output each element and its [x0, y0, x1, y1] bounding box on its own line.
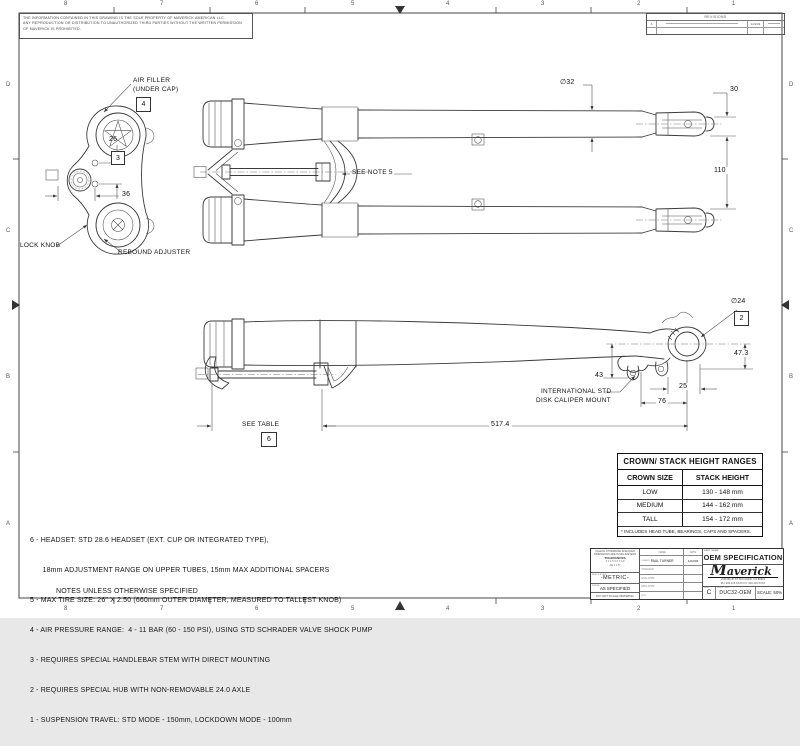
- note-line: 2 - REQUIRES SPECIAL HUB WITH NON-REMOVABLE 24.0 AXLE: [30, 687, 251, 694]
- drawing-number: DUC32-OEM: [719, 589, 752, 596]
- no-scale-cell: DO NOT SCALE DRAWING: [591, 592, 639, 599]
- metric-cell: MATERIAL -METRIC-: [591, 572, 639, 583]
- zone-number: 2: [637, 1, 641, 7]
- table-row: LOW 130 - 148 mm: [618, 486, 762, 500]
- zone-number: 7: [160, 1, 164, 7]
- zone-letter: B: [6, 374, 11, 380]
- title-company-block: [703, 549, 783, 599]
- note-line: 5 - MAX TIRE SIZE: 26" X 2.50 (660mm OUTER DIAMETER, MEASURED TO TALLEST KNOB): [30, 597, 342, 604]
- drawn-by-cell: DRAWN PAUL TURNER: [640, 556, 684, 565]
- note-line: 3 - REQUIRES SPECIAL HANDLEBAR STEM WITH DIRECT MOUNTING: [30, 657, 271, 664]
- dim-47-label: 47.3: [734, 350, 749, 357]
- zone-number: 4: [446, 1, 450, 7]
- disclaimer-line: ANY REPRODUCTION OR DISTRIBUTION TO UNAUTHORIZED THIRD PARTIES WITHOUT THE WRITTEN PERMISSION: [23, 21, 242, 26]
- note-line: 1 - SUSPENSION TRAVEL: STD MODE - 150mm, LOCKDOWN MODE - 100mm: [30, 717, 292, 724]
- zone-number: 4: [446, 606, 450, 612]
- zone-number: 8: [64, 606, 68, 612]
- drawn-date: 1/22/03: [687, 558, 699, 563]
- revision-rev: A: [647, 21, 657, 27]
- disclaimer-line: THE INFORMATION CONTAINED IN THIS DRAWING IS THE SOLE PROPERTY OF MAVERICK AMERICAN LLC.: [23, 15, 226, 20]
- maverick-logo: Maverick: [708, 565, 777, 578]
- company-phone: PH: 303.415.XXXX FX: 303.415.XXXX: [720, 581, 766, 585]
- zone-letter: C: [6, 228, 11, 234]
- crown-table-footnote: * INCLUDES HEAD TUBE, BEARINGS, CAPS AND SPACERS.: [621, 528, 752, 534]
- drawn-name: PAUL TURNER: [650, 558, 674, 563]
- zone-number: 8: [64, 1, 68, 7]
- caliper-mount-label2: DISK CALIPER MOUNT: [536, 397, 611, 404]
- zone-number: 1: [732, 1, 736, 7]
- signature-block: NAME DATE DRAWN PAUL TURNER 1/22/03 CHECKED ENG APPR. MFG APPR. Q.A.: [640, 549, 703, 599]
- note-line: 18mm ADJUSTMENT RANGE ON UPPER TUBES, 15mm MAX ADDITIONAL SPACERS: [30, 567, 330, 574]
- dim-26-label: 26: [109, 136, 118, 143]
- notes-list: [30, 516, 373, 746]
- table-row: TALL 154 - 172 mm: [618, 513, 762, 527]
- note-line: 4 - AIR PRESSURE RANGE: 4 - 11 BAR (60 - 150 PSI), USING STD SCHRADER VALVE SHOCK PUMP: [30, 627, 373, 634]
- zone-number: 2: [637, 606, 641, 612]
- see-note-5-label: SEE NOTE 5: [352, 169, 393, 176]
- note-flag-6: 6: [261, 432, 277, 447]
- crown-table-title: CROWN/ STACK HEIGHT RANGES: [618, 454, 762, 470]
- note-flag-3: 3: [111, 151, 125, 165]
- zone-number: 5: [351, 606, 355, 612]
- size-cell: SIZE C: [703, 587, 716, 600]
- air-filler-label2: (UNDER CAP): [133, 86, 179, 93]
- tolerance-block: UNLESS OTHERWISE SPECIFIED DIMENSIONS ARE IN MILLIMETERS TOLERANCES X ± 1.5 X.X ± 1.0 AN ± 1.5° MATERIAL -METRIC- FINISH AS SPECIFIED DO NOT SCALE DRAWING: [591, 549, 640, 599]
- zone-letter: C: [789, 228, 794, 234]
- dim-517-label: 517.4: [491, 421, 510, 428]
- drawing-number-row: [703, 587, 783, 600]
- dia-24-label: ∅24: [731, 298, 746, 305]
- title-block: [590, 548, 784, 600]
- zone-number: 1: [732, 606, 736, 612]
- disclaimer-line: OF MAVERICK IS PROHIBITED.: [23, 26, 82, 31]
- company-address: 2345 BLUF ST, BOULDER, CO 80301: [720, 578, 766, 582]
- air-filler-label: AIR FILLER: [133, 77, 171, 84]
- revision-date: 1/22/03: [748, 21, 764, 27]
- finish-cell: FINISH AS SPECIFIED: [591, 583, 639, 592]
- zone-letter: A: [6, 521, 11, 527]
- dim-76-label: 76: [658, 398, 667, 405]
- table-row: MEDIUM 144 - 162 mm: [618, 500, 762, 514]
- revision-title: REVISIONS: [647, 14, 784, 21]
- caliper-mount-label1: INTERNATIONAL STD: [541, 388, 612, 395]
- dim-36-label: 36: [122, 191, 131, 198]
- zone-letter: A: [789, 521, 794, 527]
- notes-footer: NOTES UNLESS OTHERWISE SPECIFIED: [56, 588, 198, 595]
- zone-letter: D: [6, 82, 11, 88]
- crown-stack-table: [617, 453, 763, 537]
- see-table-label: SEE TABLE: [242, 421, 280, 428]
- dim-110-label: 110: [714, 167, 726, 174]
- dimensions-mm-text: DIMENSIONS ARE IN MILLIMETERS: [593, 553, 637, 557]
- tolerances-label: TOLERANCES: [604, 556, 626, 561]
- zone-letter: D: [789, 82, 794, 88]
- note-flag-4: 4: [136, 97, 151, 112]
- note-line: 6 - HEADSET: STD 28.6 HEADSET (EXT. CUP OR INTEGRATED TYPE),: [30, 537, 269, 544]
- fork-plan-view: [194, 85, 739, 245]
- dim-30-label: 30: [730, 86, 739, 93]
- zone-number: 7: [160, 606, 164, 612]
- revision-table: [646, 13, 785, 35]
- note-flag-2: 2: [734, 311, 749, 326]
- drawing-title-cell: PART NAME OEM SPECIFICATION: [703, 549, 783, 565]
- dia-32-label: ∅32: [560, 79, 575, 86]
- revision-approved: [764, 21, 784, 27]
- zone-number: 3: [541, 1, 545, 7]
- lock-knob-label: LOCK KNOB: [20, 242, 61, 249]
- zone-letter: B: [789, 374, 794, 380]
- drawing-title: OEM SPECIFICATION: [703, 553, 783, 562]
- dim-43-label: 43: [595, 372, 604, 379]
- crown-table-col1: CROWN SIZE: [618, 470, 683, 485]
- zone-number: 5: [351, 1, 355, 7]
- disclaimer-box: [19, 13, 253, 39]
- zone-number: 6: [255, 1, 259, 7]
- finish-value: AS SPECIFIED: [599, 585, 631, 591]
- unless-specified-text: UNLESS OTHERWISE SPECIFIED: [595, 550, 635, 553]
- fork-side-view: [196, 310, 753, 431]
- revision-description: [657, 21, 748, 27]
- metric-label: -METRIC-: [600, 575, 630, 581]
- scale-cell: SCALE: 50%: [756, 590, 783, 596]
- company-logo-cell: [703, 561, 783, 587]
- zone-number: 3: [541, 606, 545, 612]
- dim-25-label: 25: [679, 383, 688, 390]
- sheet-size: C: [706, 589, 712, 597]
- crown-table-col2: STACK HEIGHT: [695, 473, 750, 482]
- zone-number: 6: [255, 606, 259, 612]
- dwg-no-cell: DWG. NO. DUC32-OEM: [716, 587, 756, 600]
- rebound-adjuster-label: REBOUND ADJUSTER: [118, 249, 191, 256]
